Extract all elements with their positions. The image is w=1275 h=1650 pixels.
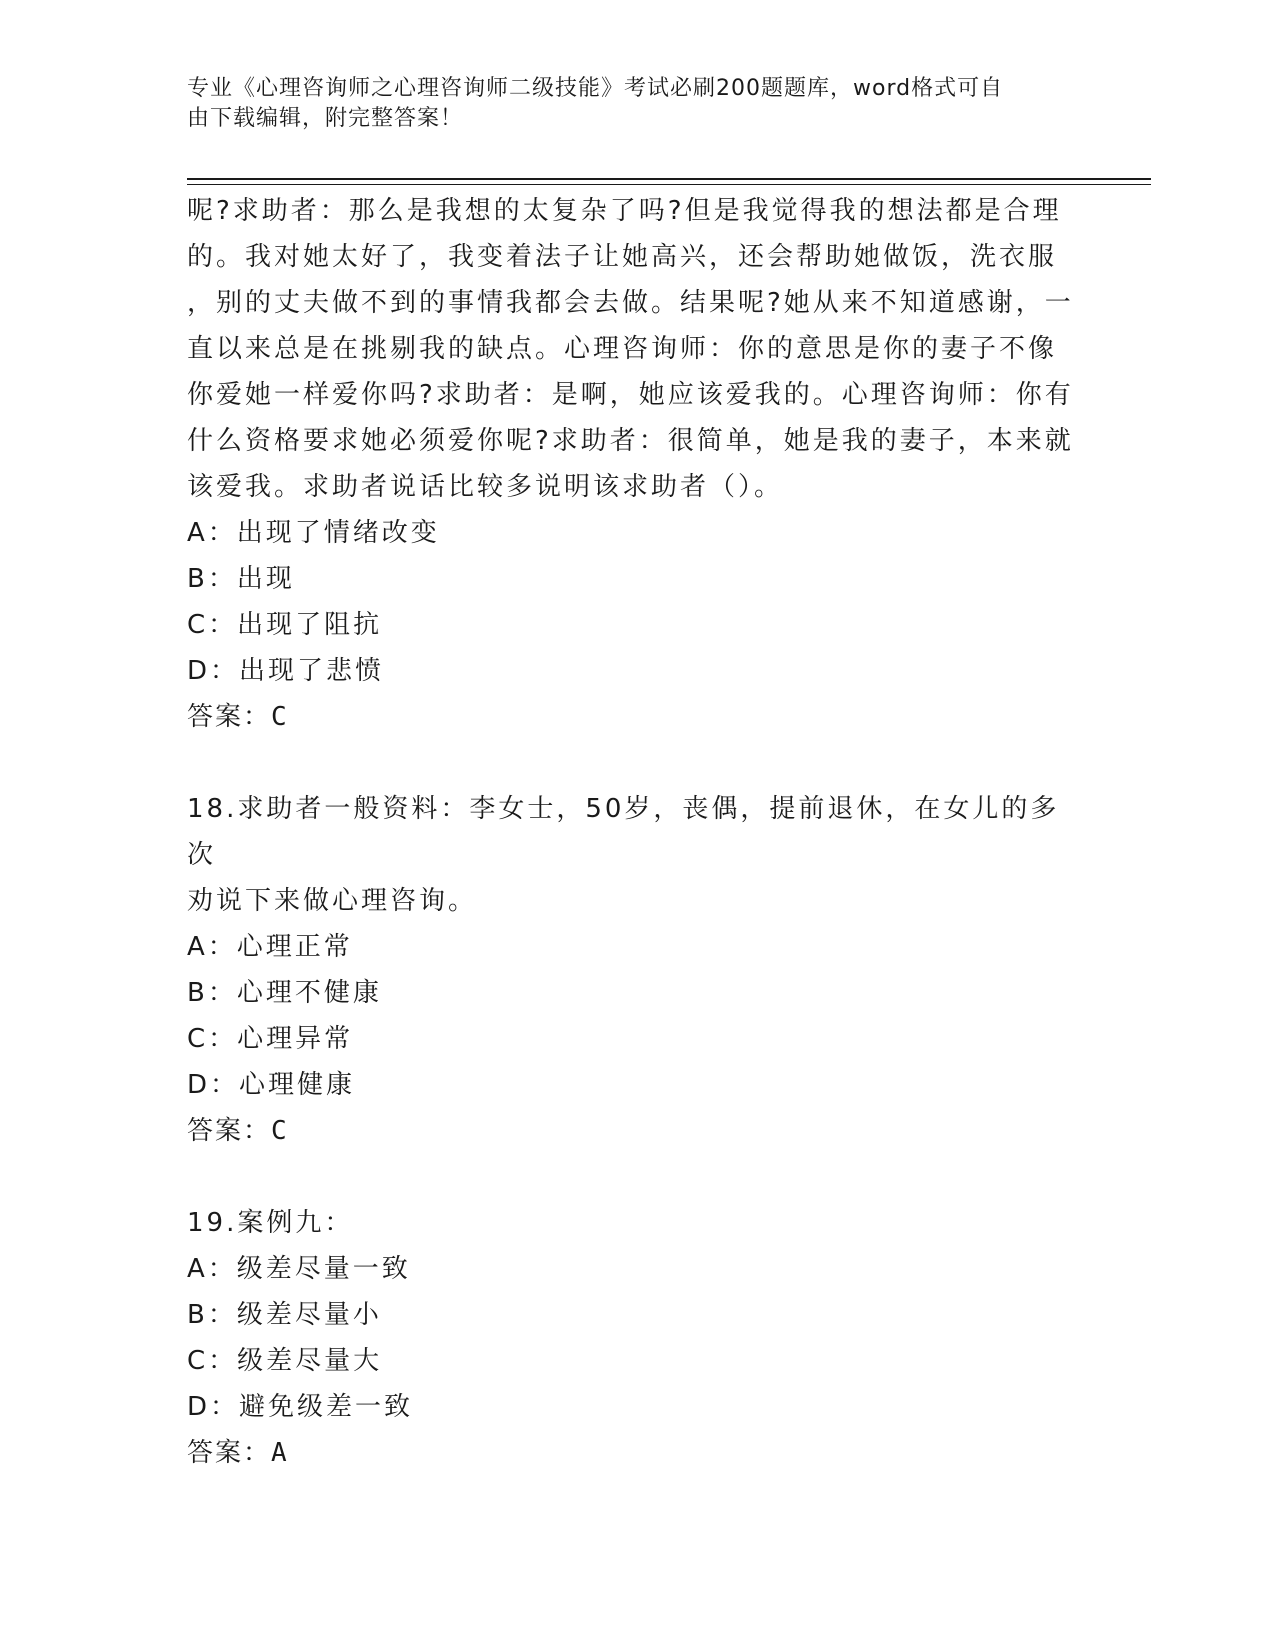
answer-label: 答案： bbox=[187, 702, 272, 732]
option-b: B：心理不健康 bbox=[187, 978, 382, 1008]
answer-line bbox=[187, 1108, 1087, 1154]
answer-line bbox=[187, 1430, 1087, 1476]
option-d: D：心理健康 bbox=[187, 1070, 356, 1100]
question-text-line: 的。我对她太好了，我变着法子让她高兴，还会帮助她做饭，洗衣服 bbox=[187, 242, 1058, 272]
question-content bbox=[187, 188, 1087, 1476]
answer-label: 答案： bbox=[187, 1438, 272, 1468]
option-a: A：心理正常 bbox=[187, 932, 353, 962]
answer-value: C bbox=[271, 702, 290, 732]
question-text-line: 直以来总是在挑剔我的缺点。心理咨询师：你的意思是你的妻子不像 bbox=[187, 334, 1058, 364]
spacer bbox=[187, 740, 1087, 786]
question-text-line: 你爱她一样爱你吗?求助者：是啊，她应该爱我的。心理咨询师：你有 bbox=[187, 380, 1074, 410]
option-b: B：级差尽量小 bbox=[187, 1300, 382, 1330]
answer-value: A bbox=[271, 1438, 290, 1468]
answer-value: C bbox=[271, 1116, 290, 1146]
option-c: C：心理异常 bbox=[187, 1024, 354, 1054]
question-text-line: 18.求助者一般资料：李女士，50岁，丧偶，提前退休，在女儿的多次 bbox=[187, 794, 1060, 870]
question-18 bbox=[187, 786, 1087, 1154]
question-text-line: 该爱我。求助者说话比较多说明该求助者（）。 bbox=[187, 472, 784, 502]
header-rule-thick bbox=[187, 178, 1151, 180]
option-c: C：级差尽量大 bbox=[187, 1346, 383, 1376]
spacer bbox=[187, 1154, 1087, 1200]
answer-line bbox=[187, 694, 1087, 740]
question-19 bbox=[187, 1200, 1087, 1476]
question-17 bbox=[187, 188, 1087, 740]
question-text-line: 什么资格要求她必须爱你呢?求助者：很简单，她是我的妻子，本来就 bbox=[187, 426, 1074, 456]
option-b: B：出现 bbox=[187, 564, 295, 594]
header-rule-thin bbox=[187, 184, 1151, 185]
option-c: C：出现了阻抗 bbox=[187, 610, 383, 640]
question-text-line: 劝说下来做心理咨询。 bbox=[187, 886, 478, 916]
option-d: D：避免级差一致 bbox=[187, 1392, 414, 1422]
header-line-2: 由下载编辑，附完整答案！ bbox=[187, 106, 464, 131]
option-a: A：出现了情绪改变 bbox=[187, 518, 440, 548]
answer-label: 答案： bbox=[187, 1116, 272, 1146]
option-a: A：级差尽量一致 bbox=[187, 1254, 411, 1284]
question-text-line: 呢?求助者：那么是我想的太复杂了吗?但是我觉得我的想法都是合理 bbox=[187, 196, 1062, 226]
question-text-line: ，别的丈夫做不到的事情我都会去做。结果呢?她从来不知道感谢，一 bbox=[187, 288, 1074, 318]
option-d: D：出现了悲愤 bbox=[187, 656, 385, 686]
header-line-1: 专业《心理咨询师之心理咨询师二级技能》考试必刷200题题库，word格式可自 bbox=[187, 76, 1004, 101]
question-text-line: 19.案例九： bbox=[187, 1208, 354, 1238]
page-header bbox=[187, 74, 1067, 134]
